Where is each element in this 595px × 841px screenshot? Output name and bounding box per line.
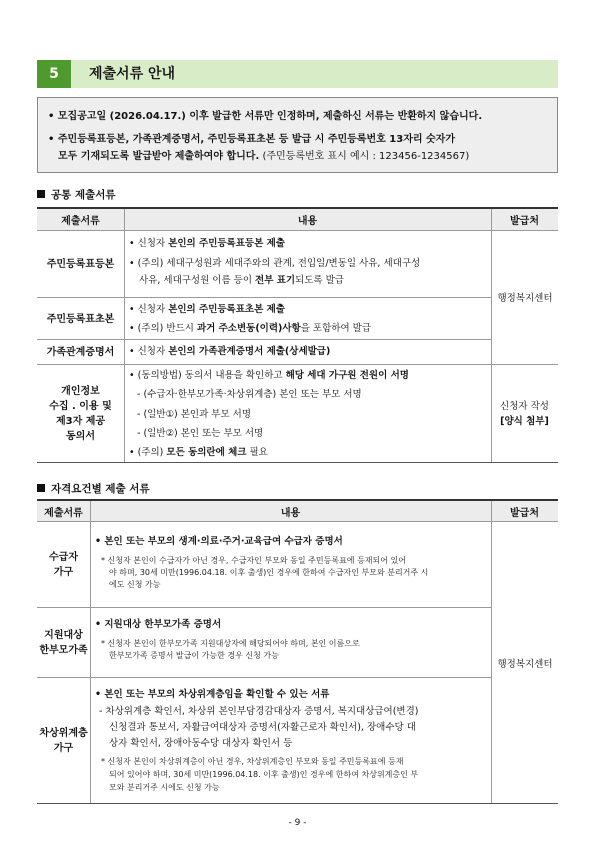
header-content: 내용 xyxy=(280,507,301,519)
qual-table xyxy=(37,499,558,804)
doc-name: 주민등록표초본 xyxy=(46,313,115,325)
page-number: - 9 - xyxy=(288,818,307,828)
doc-name: 수급자 가구 xyxy=(49,552,78,578)
table-row: 가족관계증명서 • 신청자 본인의 가족관계증명서 제출(상세발급) xyxy=(37,339,558,365)
notice-box xyxy=(37,97,558,173)
section-header xyxy=(37,60,558,88)
doc-name: 개인정보 수집 . 이용 및 제3자 제공 동의서 xyxy=(49,386,112,442)
table-row: 차상위계층 가구 • 본인 또는 부모의 차상위계층임을 확인할 수 있는 서류 - 차상위계층 확인서, 차상위 본인부담경감대상자 증명서, 복지대상급여(변경) 신청결과 통보서, 자활급여대상자 증명서(자활근로자 확인서), 장애수당 대 상자 확인서, 장애아동수당 대상자 확인서 등 * 신청자 본인이 차상위계층이 아닌 경우, 차상위계층인 부모와 동일 주민등록표에 등재 되어 있어야 하며, 30세 미만(1996.04.18. 이후 출생)인 경우에 한하여 차상위계층인 부 모와 분리거주 시에도 신청 가능 xyxy=(37,677,558,804)
table-row: 주민등록표등본 • 신청자 본인의 주민등록표등본 제출 • (주의) 세대구성원과 세대주와의 관계, 전입일/변동일 사유, 세대구성 사유, 세대구성원 이름 등이 전부 표기되도록 발급 xyxy=(37,230,558,298)
doc-name: 가족관계증명서 xyxy=(46,347,115,358)
notice-line-1: • 모집공고일 (2026.04.17.) 이후 발급한 서류만 인정하며, 제출하신 서류는 반환하지 않습니다. xyxy=(48,111,483,122)
header-content: 내용 xyxy=(297,216,318,227)
header-issuer: 발급처 xyxy=(510,216,539,227)
table-row: 주민등록표초본 • 신청자 본인의 주민등록표초본 제출 • (주의) 반드시 과거 주소변동(이력)사항을 포함하여 발급 xyxy=(37,297,558,340)
section-number: 5 xyxy=(37,60,71,88)
issuer-cell: 신청자 작성 [양식 첨부] xyxy=(500,401,549,427)
header-doc: 제출서류 xyxy=(61,216,100,227)
common-heading: 공통 제출서류 xyxy=(37,187,116,202)
doc-name: 지원대상 한부모가족 xyxy=(39,630,88,656)
notice-line-2: • 주민등록표등본, 가족관계증명서, 주민등록표초본 등 발급 시 주민등록번호 13자리 숫자가 xyxy=(48,134,455,145)
doc-name: 주민등록표등본 xyxy=(46,259,115,270)
table-row: 지원대상 한부모가족 • 지원대상 한부모가족 증명서 * 신청자 본인이 한부모가족 지원대상자에 해당되어야 하며, 본인 이름으로 한부모가족 증명서 발급이 가능한 경우 신청 가능 xyxy=(37,607,558,678)
common-table xyxy=(37,207,558,463)
doc-name: 차상위계층 가구 xyxy=(39,728,88,754)
qual-heading: 자격요건별 제출 서류 xyxy=(37,481,150,496)
table-row: 개인정보 수집 . 이용 및 제3자 제공 동의서 • (동의방법) 동의서 내용을 확인하고 해당 세대 가구원 전원이 서명 - (수급자·한부모가족·차상위계층) 본인 또는 부모 서명 - (일반①) 본인과 부모 서명 - (일반②) 본인 또는 부모 서명 • (주의) 모든 동의란에 체크 필요 신청자 작성 [양식 첨부] xyxy=(37,364,558,463)
table-row: 수급자 가구 • 본인 또는 부모의 생계·의료·주거·교육급여 수급자 증명서 * 신청자 본인이 수급자가 아닌 경우, 수급자인 부모와 동일 주민등록표에 등재되어 있어 야 하며, 30세 미만(1996.04.18. 이후 출생)인 경우에 한하여 수급자인 부모와 분리거주 시 에도 신청 가능 xyxy=(37,521,558,608)
issuer-cell: 행정복지센터 xyxy=(492,231,558,363)
issuer-cell: 행정복지센터 xyxy=(492,522,558,803)
table-header-row xyxy=(37,501,558,521)
notice-line-3: 모두 기재되도록 발급받아 제출하여야 합니다. (주민등록번호 표시 예시 : 123456-1234567) xyxy=(58,151,470,162)
header-doc: 제출서류 xyxy=(44,507,83,519)
table-header-row xyxy=(37,209,558,230)
header-issuer: 발급처 xyxy=(510,507,539,519)
section-title: 제출서류 안내 xyxy=(89,66,176,82)
